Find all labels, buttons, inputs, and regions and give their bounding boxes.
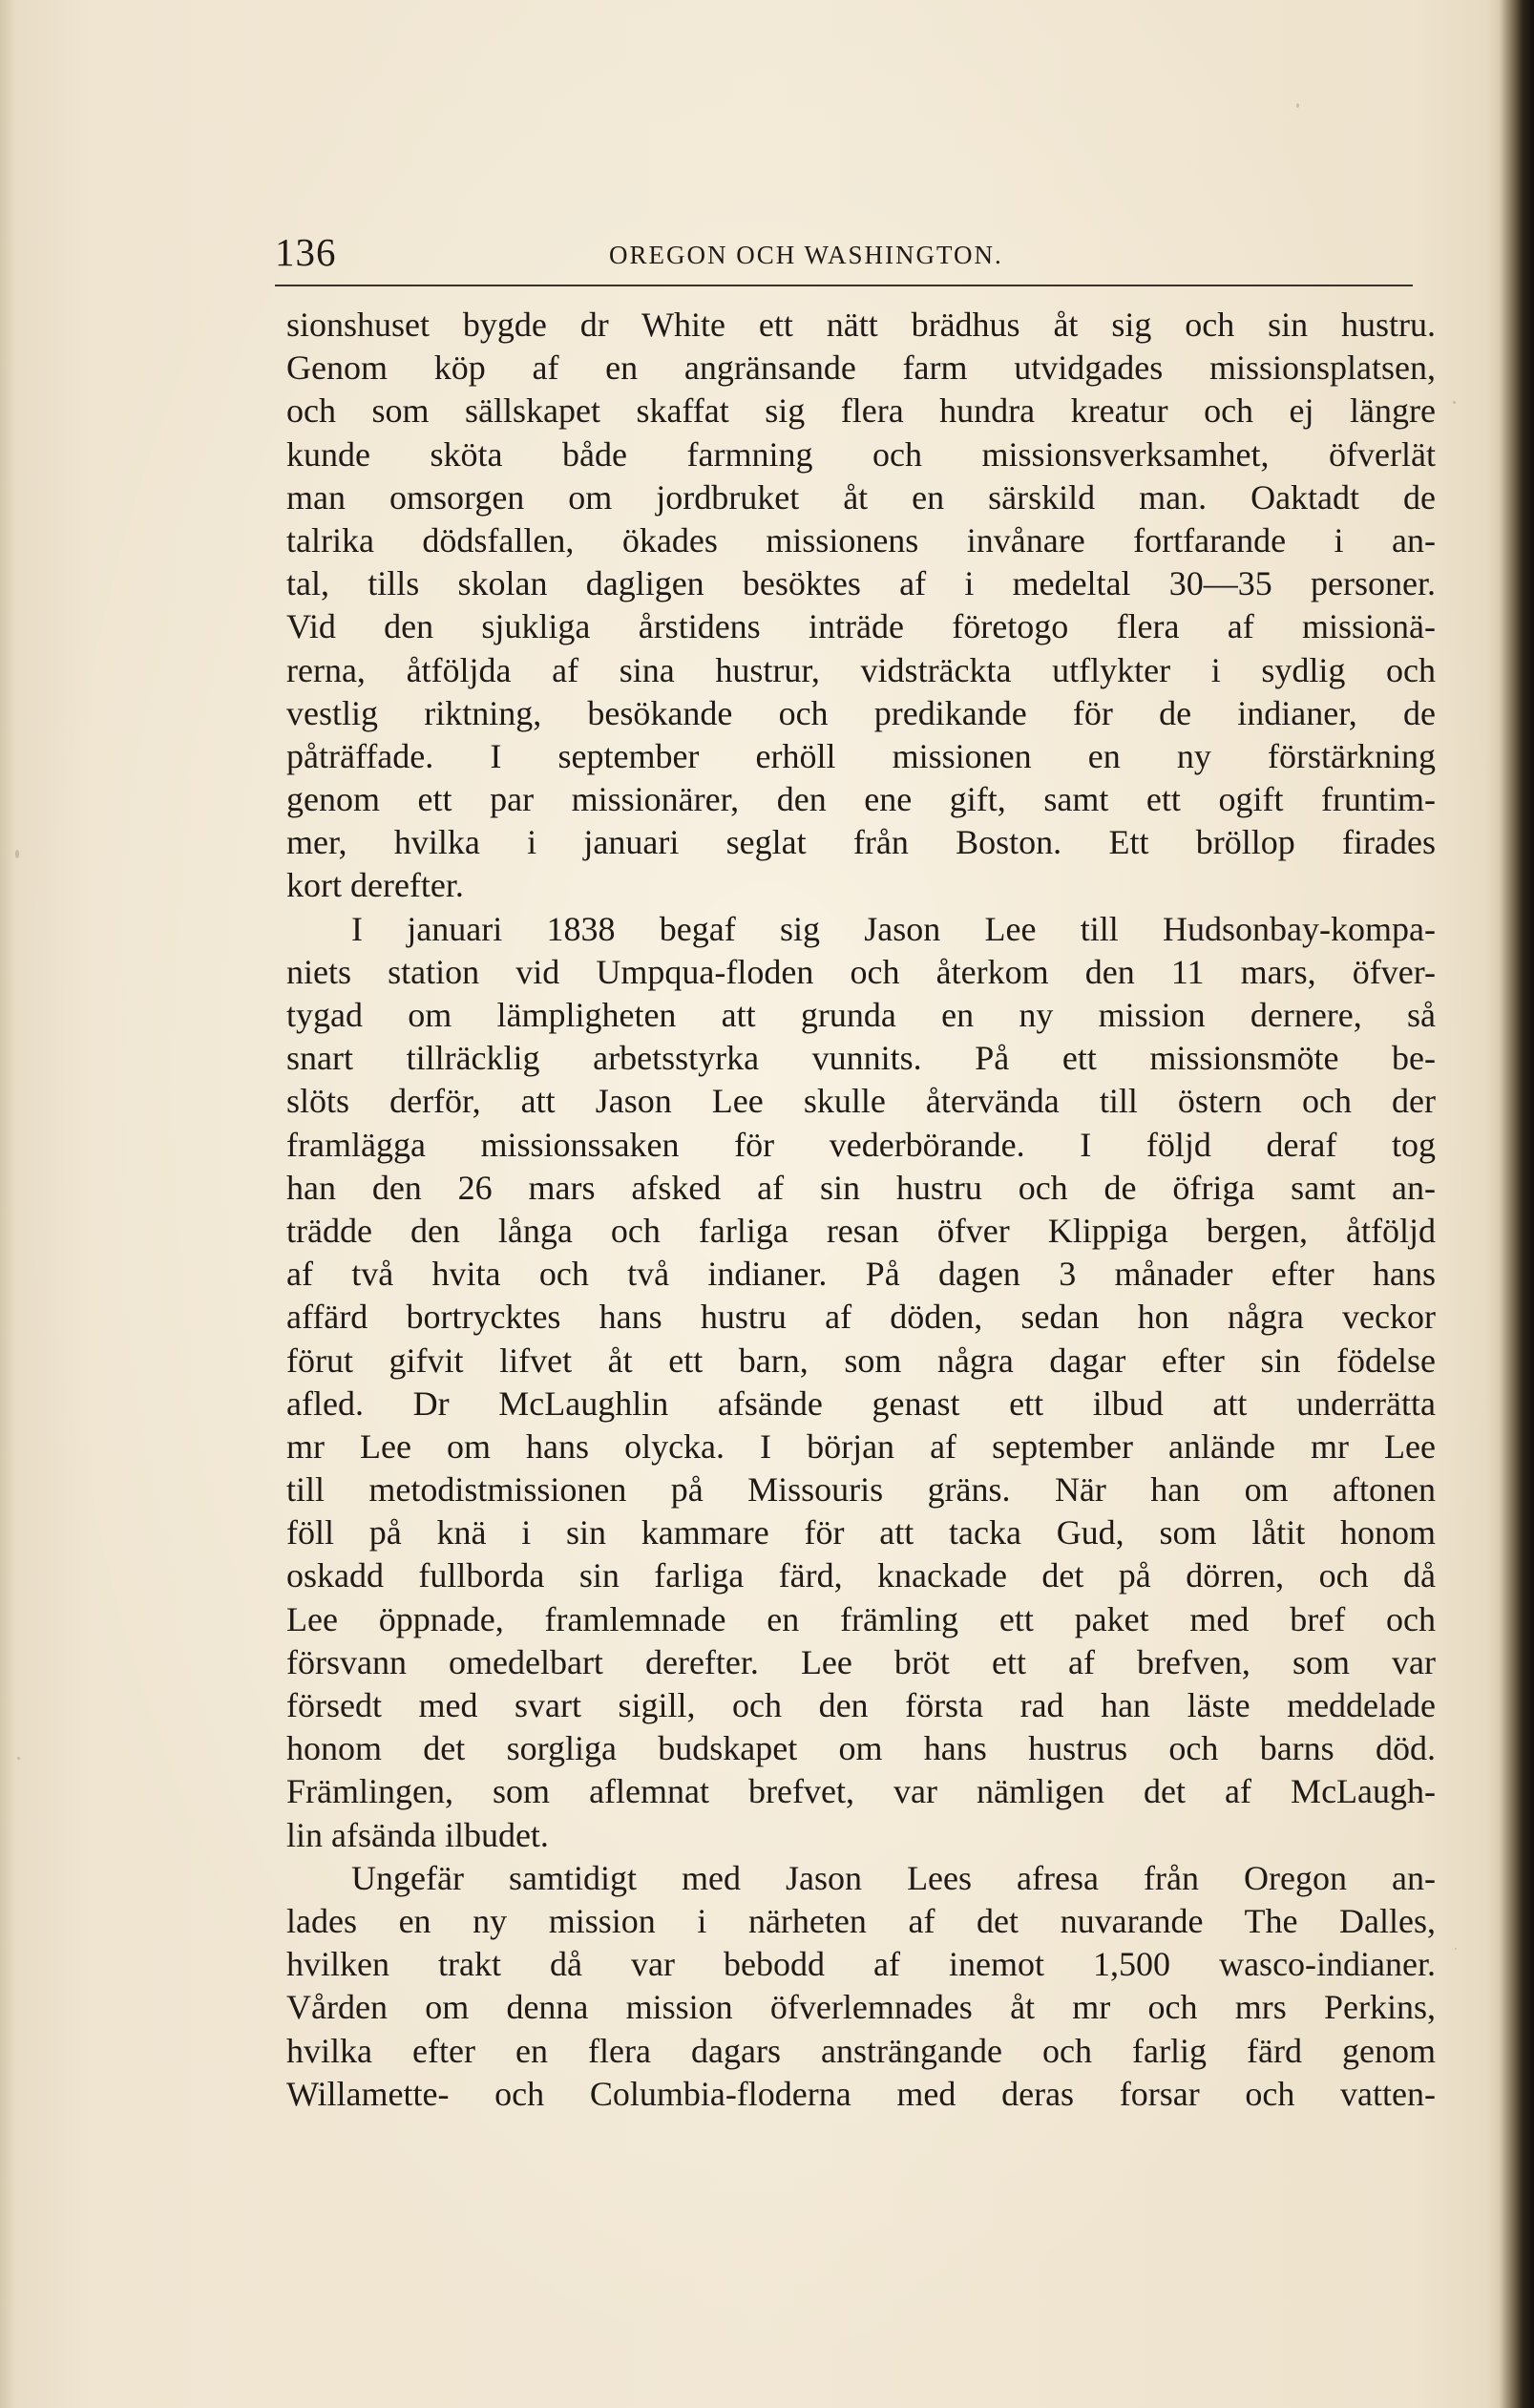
text-line: sionshuset bygde dr White ett nätt brädhus åt sig och sin hustru. <box>286 306 1436 344</box>
text-line: hvilka efter en flera dagars ansträngande och farlig färd genom <box>286 2031 1436 2070</box>
page-edge-shadow <box>1484 0 1534 2408</box>
text-line: trädde den långa och farliga resan öfver Klippiga bergen, åtföljd <box>286 1211 1436 1250</box>
text-line: lin afsända ilbudet. <box>286 1815 549 1854</box>
text-line: talrika dödsfallen, ökades missionens invånare fortfarande i an- <box>286 520 1436 560</box>
paper-speck <box>15 850 19 858</box>
text-line: och som sällskapet skaffat sig flera hundra kreatur och ej längre <box>286 391 1436 431</box>
running-title: OREGON OCH WASHINGTON. <box>609 241 1003 269</box>
text-line: han den 26 mars afsked af sin hustru och de öfriga samt an- <box>286 1168 1436 1207</box>
text-line: honom det sorgliga budskapet om hans hustrus och barns död. <box>286 1729 1436 1768</box>
text-line: förut gifvit lifvet åt ett barn, som några dagar efter sin födelse <box>286 1341 1436 1380</box>
text-line: Främlingen, som aflemnat brefvet, var nämligen det af McLaugh- <box>286 1772 1436 1811</box>
page-number: 136 <box>275 230 337 274</box>
text-line: Vid den sjukliga årstidens inträde företogo flera af missionä- <box>286 607 1436 646</box>
text-line: tygad om lämpligheten att grunda en ny mission dernere, så <box>286 996 1436 1034</box>
text-line: snart tillräcklig arbetsstyrka vunnits. På ett missionsmöte be- <box>286 1039 1436 1078</box>
text-line: niets station vid Umpqua-floden och återkom den 11 mars, öfver- <box>286 952 1436 991</box>
text-line: lades en ny mission i närheten af det nuvarande The Dalles, <box>286 1901 1436 1940</box>
text-line: genom ett par missionärer, den ene gift, samt ett ogift fruntim- <box>286 780 1436 819</box>
paper-speck <box>1296 103 1299 108</box>
page-header <box>275 229 1413 277</box>
text-line: till metodistmissionen på Missouris gräns. När han om aftonen <box>286 1470 1436 1510</box>
text-line: afled. Dr McLaughlin afsände genast ett ilbud att underrätta <box>286 1384 1436 1423</box>
paper-speck <box>17 1757 20 1760</box>
paper-speck <box>1453 401 1456 404</box>
header-rule <box>275 285 1413 286</box>
text-line: rerna, åtföljda af sina hustrur, vidsträckta utflykter i sydlig och <box>286 650 1436 689</box>
text-line: påträffade. I september erhöll missionen en ny förstärkning <box>286 736 1436 775</box>
text-line: slöts derför, att Jason Lee skulle återvända till östern och der <box>286 1082 1436 1121</box>
body-text <box>286 304 1436 2116</box>
text-line: vestlig riktning, besökande och predikande för de indianer, de <box>286 693 1436 732</box>
text-line: hvilken trakt då var bebodd af inemot 1,500 wasco-indianer. <box>286 1945 1436 1984</box>
text-line: affärd bortrycktes hans hustru af döden, sedan hon några veckor <box>286 1298 1436 1337</box>
text-line: Vården om denna mission öfverlemnades åt mr och mrs Perkins, <box>286 1988 1436 2027</box>
text-line: mr Lee om hans olycka. I början af september anlände mr Lee <box>286 1426 1436 1466</box>
text-line: tal, tills skolan dagligen besöktes af i medeltal 30—35 personer. <box>286 564 1436 603</box>
text-line: man omsorgen om jordbruket åt en särskild man. Oaktadt de <box>286 477 1436 517</box>
text-line: försvann omedelbart derefter. Lee bröt ett af brefven, som var <box>286 1642 1436 1681</box>
text-line: I januari 1838 begaf sig Jason Lee till Hudsonbay-kompa- <box>351 909 1436 948</box>
text-line: Ungefär samtidigt med Jason Lees afresa från Oregon an- <box>351 1858 1436 1897</box>
text-line: af två hvita och två indianer. På dagen 3 månader efter hans <box>286 1255 1436 1294</box>
text-line: Lee öppnade, framlemnade en främling ett paket med bref och <box>286 1599 1436 1638</box>
paper-speck <box>1455 1948 1457 1950</box>
text-line: försedt med svart sigill, och den första rad han läste meddelade <box>286 1686 1436 1724</box>
text-line: kunde sköta både farmning och missionsverksamhet, öfverlät <box>286 434 1436 474</box>
page-gutter-shadow <box>0 0 15 2408</box>
text-line: föll på knä i sin kammare för att tacka Gud, som låtit honom <box>286 1513 1436 1553</box>
text-line: kort derefter. <box>286 866 464 905</box>
text-line: mer, hvilka i januari seglat från Boston. Ett bröllop firades <box>286 823 1436 862</box>
text-line: Willamette- och Columbia-floderna med deras forsar och vatten- <box>286 2074 1436 2113</box>
text-line: Genom köp af en angränsande farm utvidgades missionsplatsen, <box>286 349 1436 388</box>
text-line: oskadd fullborda sin farliga färd, knackade det på dörren, och då <box>286 1556 1436 1595</box>
text-line: framlägga missionssaken för vederbörande. I följd deraf tog <box>286 1125 1436 1164</box>
